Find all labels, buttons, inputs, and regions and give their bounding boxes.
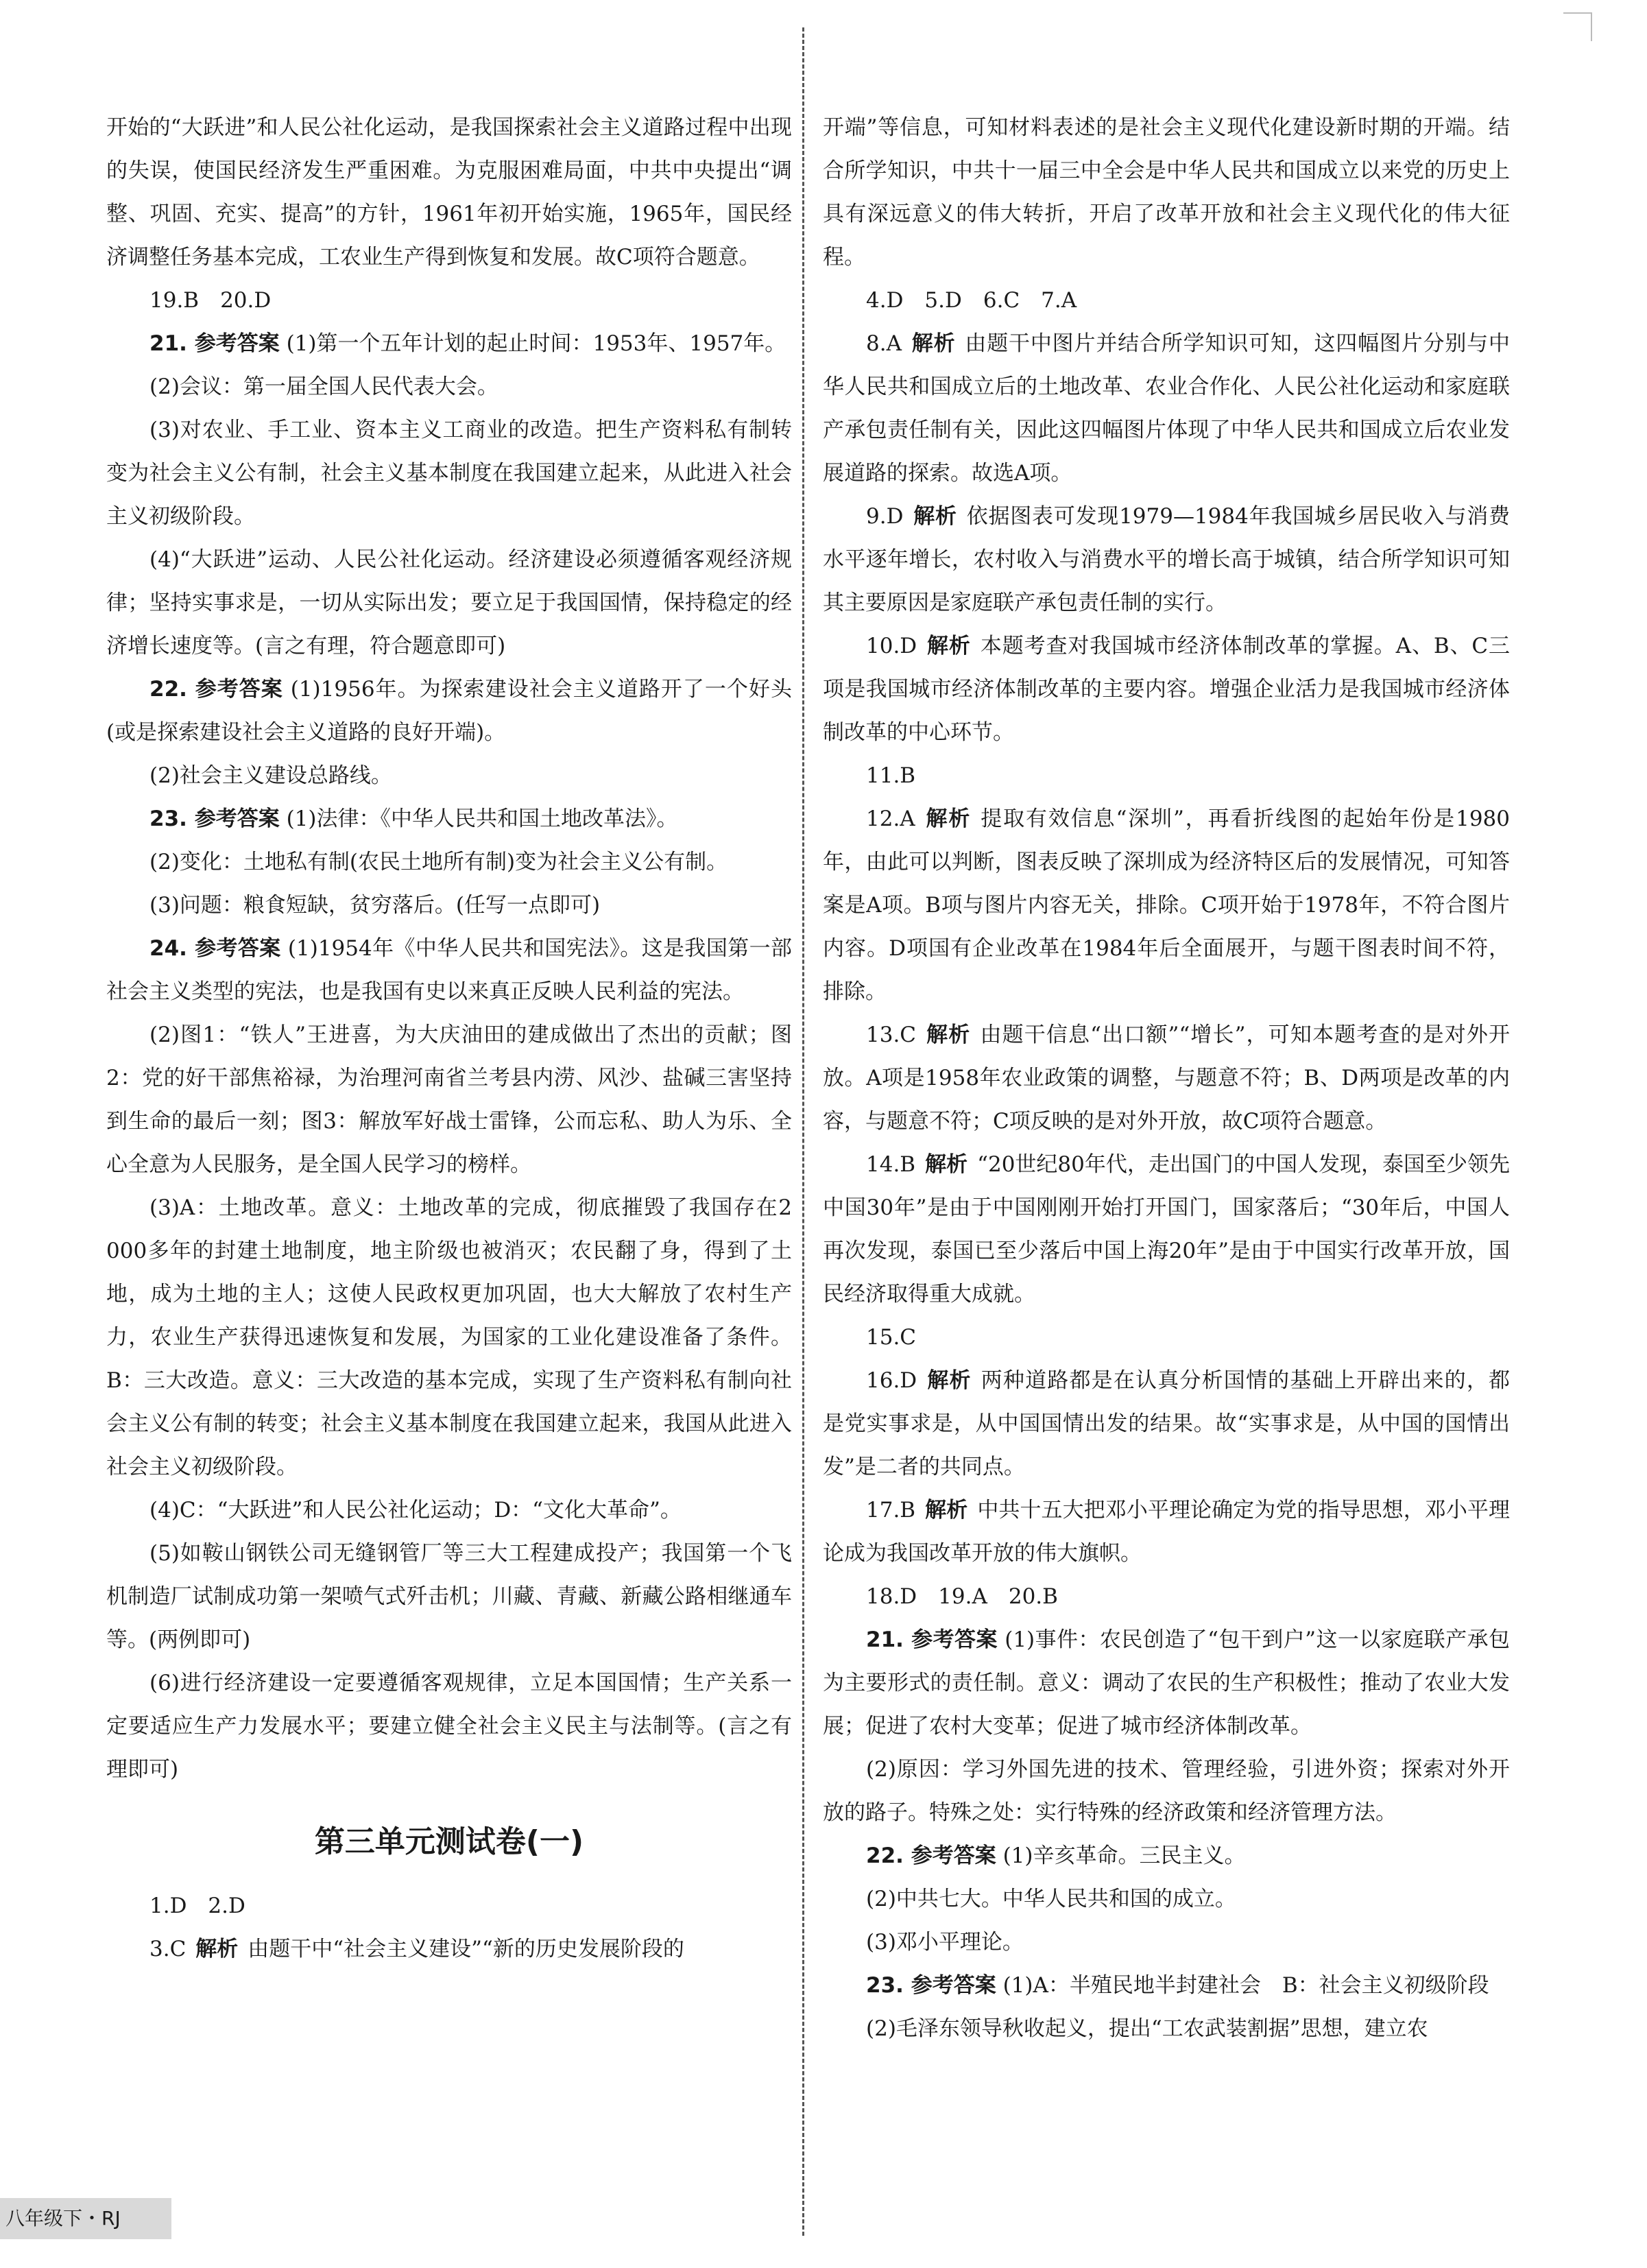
r-q22-item-1: (1)辛亥革命。三民主义。 xyxy=(1002,1843,1246,1868)
q21-item-4: (4)“大跃进”运动、人民公社化运动。经济建设必须遵循客观经济规律；坚持实事求是，一切从实际出发；要立足于我国国情，保持稳定的经济增长速度等。(言之有理，符合题意即可) xyxy=(106,547,792,658)
q10-text: 本题考查对我国城市经济体制改革的掌握。A、B、C三项是我国城市经济体制改革的主要内容。增强企业活力是我国城市经济体制改革的中心环节。 xyxy=(823,634,1511,745)
r-q22-block xyxy=(823,1835,1510,1878)
q14-block xyxy=(823,1143,1510,1316)
q13-block xyxy=(823,1014,1510,1143)
q8-block xyxy=(823,322,1510,495)
q14-text: “20世纪80年代，走出国门的中国人发现，泰国至少领先中国30年”是由于中国刚刚开始打开国门，国家落后；“30年后，中国人再次发现，泰国已至少落后中国上海20年”是由于中国实行改革开放，国民经济取得重大成就。 xyxy=(823,1152,1511,1306)
q16-analysis-tag: 解析 xyxy=(926,1368,972,1393)
q14-analysis-tag: 解析 xyxy=(925,1152,968,1177)
q16-number: 16.D xyxy=(866,1368,917,1393)
q12-analysis-tag: 解析 xyxy=(924,807,972,831)
q10-analysis-tag: 解析 xyxy=(926,634,971,658)
left-paragraph-1: 开始的“大跃进”和人民公社化运动，是我国探索社会主义道路过程中出现的失误，使国民经济发生严重困难。为克服困难局面，中共中央提出“调整、巩固、充实、提高”的方针，1961年初开始实施，1965年，国民经济调整任务基本完成，工农业生产得到恢复和发展。故C项符合题意。 xyxy=(106,115,792,270)
q17-block xyxy=(823,1489,1510,1575)
r-q23-item-2: (2)毛泽东领导秋收起义，提出“工农武装割据”思想，建立农 xyxy=(866,2016,1428,2041)
q16-block xyxy=(823,1359,1510,1489)
r-q22-label: 22. 参考答案 xyxy=(866,1843,996,1868)
q24-label: 24. 参考答案 xyxy=(149,936,281,961)
q21-block xyxy=(106,322,792,366)
answers-18-20: 18.D 19.A 20.B xyxy=(866,1584,1058,1609)
q17-text: 中共十五大把邓小平理论确定为党的指导思想，邓小平理论成为我国改革开放的伟大旗帜。 xyxy=(823,1498,1511,1566)
q22-label: 22. 参考答案 xyxy=(149,677,283,702)
q12-number: 12.A xyxy=(866,807,915,831)
q24-item-3: (3)A：土地改革。意义：土地改革的完成，彻底摧毁了我国存在2 000多年的封建土地制度，地主阶级也被消灭；农民翻了身，得到了土地，成为土地的主人；这使人民政权更加巩固，也大大解放了农村生产力，农业生产获得迅速恢复和发展，为国家的工业化建设准备了条件。B：三大改造。意义：三大改造的基本完成，实现了生产资料私有制向社会主义公有制的转变；社会主义基本制度在我国建立起来，我国从此进入社会主义初级阶段。 xyxy=(106,1195,792,1479)
q12-text: 提取有效信息“深圳”，再看折线图的起始年份是1980年，由此可以判断，图表反映了深圳成为经济特区后的发展情况，可知答案是A项。B项与图片内容无关，排除。C项开始于1978年，不符合图片内容。D项国有企业改革在1984年后全面展开，与题干图表时间不符，排除。 xyxy=(823,807,1510,1004)
r-q23-block xyxy=(823,1964,1510,2007)
answer-15: 15.C xyxy=(866,1325,917,1350)
q24-item-1: (1)1954年《中华人民共和国宪法》。这是我国第一部社会主义类型的宪法，也是我国有史以来真正反映人民利益的宪法。 xyxy=(106,936,792,1004)
q3-analysis-tag: 解析 xyxy=(195,1937,239,1961)
answer-11: 11.B xyxy=(866,763,916,788)
q21-item-2: (2)会议：第一届全国人民代表大会。 xyxy=(149,374,498,399)
q8-number: 8.A xyxy=(866,331,902,356)
q16-text: 两种道路都是在认真分析国情的基础上开辟出来的，都是党实事求是，从中国国情出发的结果。故“实事求是，从中国的国情出发”是二者的共同点。 xyxy=(823,1368,1511,1479)
q24-item-4: (4)C：“大跃进”和人民公社化运动；D：“文化大革命”。 xyxy=(149,1498,682,1523)
q13-text: 由题干信息“出口额”“增长”，可知本题考查的是对外开放。A项是1958年农业政策的调整，与题意不符；B、D两项是改革的内容，与题意不符；C项反映的是对外开放，故C项符合题意。 xyxy=(823,1023,1511,1134)
q22-block xyxy=(106,668,792,754)
left-column xyxy=(106,106,792,1971)
answers-1-2: 1.D 2.D xyxy=(149,1894,245,1918)
q24-item-5: (5)如鞍山钢铁公司无缝钢管厂等三大工程建成投产；我国第一个飞机制造厂试制成功第一架喷气式歼击机；川藏、青藏、新藏公路相继通车等。(两例即可) xyxy=(106,1541,792,1652)
right-paragraph-1: 开端”等信息，可知材料表述的是社会主义现代化建设新时期的开端。结合所学知识，中共十一届三中全会是中华人民共和国成立以来党的历史上具有深远意义的伟大转折，开启了改革开放和社会主义现代化的伟大征程。 xyxy=(823,115,1510,270)
q17-number: 17.B xyxy=(866,1498,916,1523)
r-q23-label: 23. 参考答案 xyxy=(866,1973,996,1998)
q24-item-6: (6)进行经济建设一定要遵循客观规律，立足本国国情；生产关系一定要适应生产力发展水平；要建立健全社会主义民主与法制等。(言之有理即可) xyxy=(106,1671,792,1782)
q8-analysis-tag: 解析 xyxy=(911,331,956,356)
r-q21-block xyxy=(823,1619,1510,1748)
q23-item-3: (3)问题：粮食短缺，贫穷落后。(任写一点即可) xyxy=(149,893,601,918)
q14-number: 14.B xyxy=(866,1152,916,1177)
q24-item-2: (2)图1：“铁人”王进喜，为大庆油田的建成做出了杰出的贡献；图2：党的好干部焦裕禄，为治理河南省兰考县内涝、风沙、盐碱三害坚持到生命的最后一刻；图3：解放军好战士雷锋，公而忘私、助人为乐、全心全意为人民服务，是全国人民学习的榜样。 xyxy=(106,1023,792,1177)
section-title: 第三单元测试卷(一) xyxy=(314,1824,584,1859)
q13-number: 13.C xyxy=(866,1023,917,1047)
q13-analysis-tag: 解析 xyxy=(926,1023,971,1047)
r-q22-item-3: (3)邓小平理论。 xyxy=(866,1930,1024,1955)
q22-item-2: (2)社会主义建设总路线。 xyxy=(149,763,392,788)
answers-4-7: 4.D 5.D 6.C 7.A xyxy=(866,288,1077,313)
right-column xyxy=(823,106,1510,2051)
q9-number: 9.D xyxy=(866,504,904,529)
q23-item-2: (2)变化：土地私有制(农民土地所有制)变为社会主义公有制。 xyxy=(149,850,728,874)
q9-text: 依据图表可发现1979—1984年我国城乡居民收入与消费水平逐年增长，农村收入与消费水平的增长高于城镇，结合所学知识可知其主要原因是家庭联产承包责任制的实行。 xyxy=(823,504,1510,615)
corner-crop-mark xyxy=(1563,12,1592,41)
q3-number: 3.C xyxy=(149,1937,187,1961)
r-q22-item-2: (2)中共七大。中华人民共和国的成立。 xyxy=(866,1887,1236,1911)
q22-item-1: (1)1956年。为探索建设社会主义道路开了一个好头(或是探索建设社会主义道路的良好开端)。 xyxy=(106,677,792,745)
q21-item-1: (1)第一个五年计划的起止时间：1953年、1957年。 xyxy=(286,331,786,356)
answers-19-20: 19.B 20.D xyxy=(149,288,272,313)
r-q23-item-1: (1)A：半殖民地半封建社会 B：社会主义初级阶段 xyxy=(1002,1973,1489,1998)
q21-label: 21. 参考答案 xyxy=(149,331,280,356)
q17-analysis-tag: 解析 xyxy=(925,1498,968,1523)
r-q21-label: 21. 参考答案 xyxy=(866,1627,998,1652)
column-divider xyxy=(802,27,804,2236)
q9-analysis-tag: 解析 xyxy=(913,504,957,529)
r-q21-item-2: (2)原因：学习外国先进的技术、管理经验，引进外资；探索对外开放的路子。特殊之处：实行特殊的经济政策和经济管理方法。 xyxy=(823,1757,1510,1825)
q10-block xyxy=(823,625,1510,754)
q23-block xyxy=(106,798,792,841)
q24-block xyxy=(106,927,792,1014)
q8-text: 由题干中图片并结合所学知识可知，这四幅图片分别与中华人民共和国成立后的土地改革、农业合作化、人民公社化运动和家庭联产承包责任制有关，因此这四幅图片体现了中华人民共和国成立后农业发展道路的探索。故选A项。 xyxy=(823,331,1511,486)
q23-label: 23. 参考答案 xyxy=(149,807,280,831)
page-footer-label: 八年级下・RJ xyxy=(0,2198,171,2239)
r-q21-item-1: (1)事件：农民创造了“包干到户”这一以家庭联产承包为主要形式的责任制。意义：调动了农民的生产积极性；推动了农业大发展；促进了农村大变革；促进了城市经济体制改革。 xyxy=(823,1627,1510,1739)
q12-block xyxy=(823,798,1510,1014)
q3-text: 由题干中“社会主义建设”“新的历史发展阶段的 xyxy=(248,1937,684,1961)
q10-number: 10.D xyxy=(866,634,917,658)
q23-item-1: (1)法律：《中华人民共和国土地改革法》。 xyxy=(286,807,678,831)
q21-item-3: (3)对农业、手工业、资本主义工商业的改造。把生产资料私有制转变为社会主义公有制，社会主义基本制度在我国建立起来，从此进入社会主义初级阶段。 xyxy=(106,418,792,529)
q9-block xyxy=(823,495,1510,625)
q3-block xyxy=(106,1928,792,1971)
